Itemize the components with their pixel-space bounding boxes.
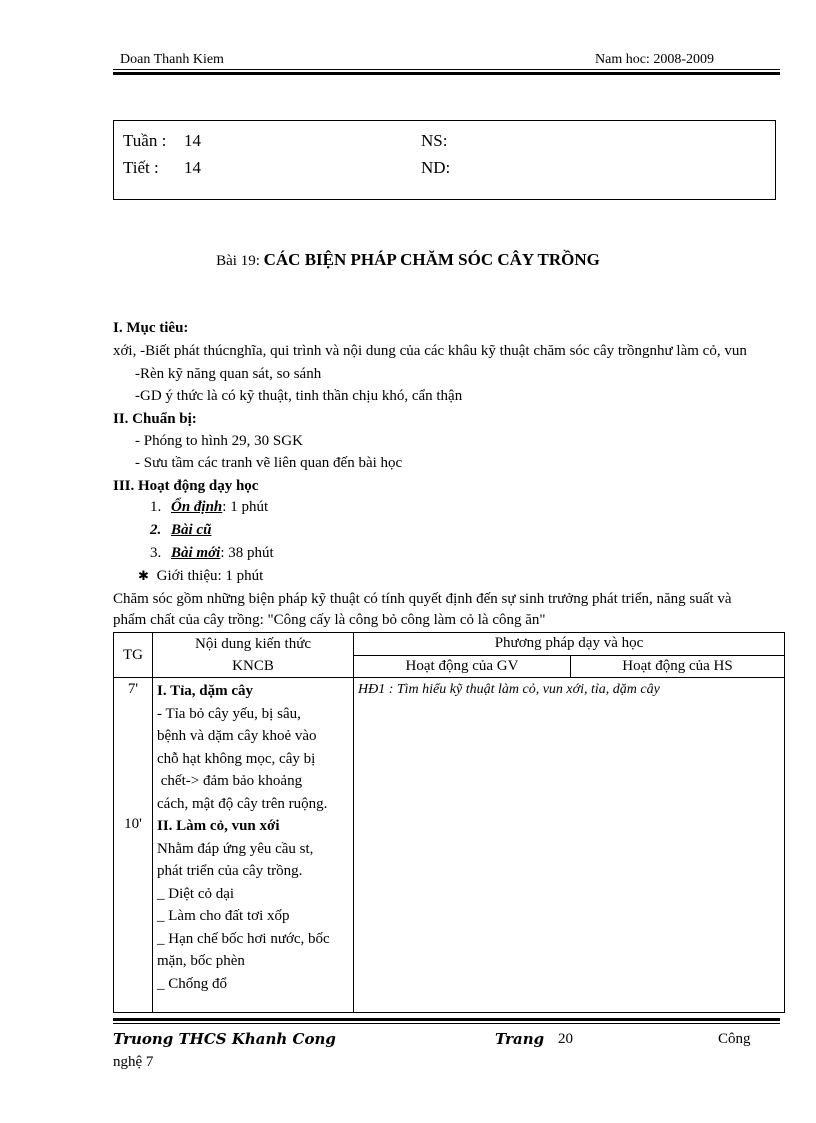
ns-label: NS: (421, 131, 448, 150)
content-s2-l2: _ Diệt cỏ dại (157, 885, 235, 902)
header-rule-thick (113, 72, 780, 75)
lesson-prefix: Bài 19: (216, 253, 260, 269)
intro-para2: phẩm chất của cây trồng: "Công cấy là công bỏ công làm cỏ là công ăn" (113, 612, 546, 628)
step1-rest: : 1 phút (222, 499, 269, 515)
step3-label: Bài mới (171, 545, 221, 561)
intro-text: Giới thiệu: 1 phút (156, 568, 264, 584)
th-tg: TG (114, 633, 153, 678)
step2 (150, 522, 211, 539)
lesson-title (0, 250, 816, 270)
lesson-title-text: CÁC BIỆN PHÁP CHĂM SÓC CÂY TRỒNG (263, 250, 600, 269)
content-s2-title: II. Làm cỏ, vun xới (157, 818, 280, 834)
content-s1-title: I. Tỉa, dặm cây (157, 683, 253, 699)
td-content (153, 678, 354, 1013)
tuan-label: Tuần : (123, 131, 167, 150)
footer-trang-label: Trang (495, 1030, 545, 1048)
tg-7: 7' (127, 681, 139, 697)
content-s2-l0: Nhằm đáp ứng yêu cầu st, (157, 840, 314, 857)
step2-num: 2. (150, 522, 162, 538)
section2-item1: - Phóng to hình 29, 30 SGK (135, 433, 303, 449)
footer-subject-1: Công (718, 1031, 751, 1047)
gv-hd1: HĐ1 : Tìm hiểu kỹ thuật làm cỏ, vun xới, tỉa, dặm cây (358, 682, 660, 697)
footer-rule-thick (113, 1018, 780, 1021)
section2-heading: II. Chuẩn bị: (113, 411, 197, 427)
tg-10: 10' (124, 816, 142, 832)
td-tg (114, 678, 153, 1013)
content-s2-l4: _ Hạn chế bốc hơi nước, bốc (157, 930, 330, 947)
section1-line1: xới, -Biết phát thúcnghĩa, qui trình và nội dung của các khâu kỹ thuật chăm sóc cây trồngnhư làm cỏ, vun (113, 343, 747, 359)
th-gv: Hoạt động của GV (354, 655, 571, 678)
asterisk-icon: ✱ (138, 568, 149, 583)
th-hs: Hoạt động của HS (571, 655, 785, 678)
tiet-label: Tiết : (123, 158, 159, 177)
th-noidung-line2: KNCB (232, 658, 274, 674)
step1-num: 1. (150, 499, 162, 515)
step3 (150, 545, 274, 562)
header-author: Doan Thanh Kiem (120, 52, 224, 67)
intro-line (138, 568, 263, 585)
nd-label: ND: (421, 158, 451, 177)
th-phuongphap: Phương pháp dạy và học (354, 633, 785, 656)
section3-heading: III. Hoạt động dạy học (113, 478, 259, 494)
info-box (113, 120, 776, 200)
content-s2-l3: _ Làm cho đất tơi xốp (157, 908, 290, 924)
step2-label: Bài cũ (171, 522, 212, 538)
tuan-value: 14 (184, 131, 201, 150)
header-school-year: Nam hoc: 2008-2009 (595, 52, 714, 67)
lesson-table (113, 632, 785, 1013)
th-noidung (153, 633, 354, 678)
footer-rule-thin (113, 1023, 780, 1024)
td-gv-hs (354, 678, 785, 1013)
content-s1-l3: chết-> đảm bảo khoảng (157, 773, 303, 789)
content-s2-l5: mặn, bốc phèn (157, 953, 245, 969)
content-s1-l2: chỗ hạt không mọc, cây bị (157, 750, 316, 767)
th-noidung-line1: Nội dung kiến thức (194, 636, 312, 652)
section1-heading: I. Mục tiêu: (113, 320, 189, 336)
footer-page-number: 20 (558, 1031, 573, 1047)
header-rule-thin (113, 69, 780, 70)
section1-line2: -Rèn kỹ năng quan sát, so sánh (135, 366, 322, 382)
section2-item2: - Sưu tầm các tranh vẽ liên quan đến bài học (135, 455, 403, 471)
content-s1-l4: cách, mật độ cây trên ruộng. (157, 795, 328, 812)
footer-school: Truong THCS Khanh Cong (113, 1030, 336, 1048)
content-s2-l6: _ Chống đổ (157, 975, 228, 992)
step3-num: 3. (150, 545, 162, 561)
step1-label: Ổn định (171, 499, 223, 515)
content-s1-l1: bệnh và dặm cây khoẻ vào (157, 728, 317, 744)
tiet-value: 14 (184, 158, 201, 177)
content-s1-l0: - Tỉa bỏ cây yếu, bị sâu, (157, 705, 301, 722)
step1 (150, 499, 268, 516)
footer-subject-2: nghệ 7 (113, 1054, 154, 1070)
step3-rest: : 38 phút (220, 545, 274, 561)
content-s2-l1: phát triển của cây trồng. (157, 863, 303, 879)
section1-line3: -GD ý thức là có kỹ thuật, tinh thần chịu khó, cẩn thận (135, 388, 463, 404)
intro-para1: Chăm sóc gồm những biện pháp kỹ thuật có tính quyết định đến sự sinh trưởng phát triển, năng suất và (113, 591, 732, 607)
